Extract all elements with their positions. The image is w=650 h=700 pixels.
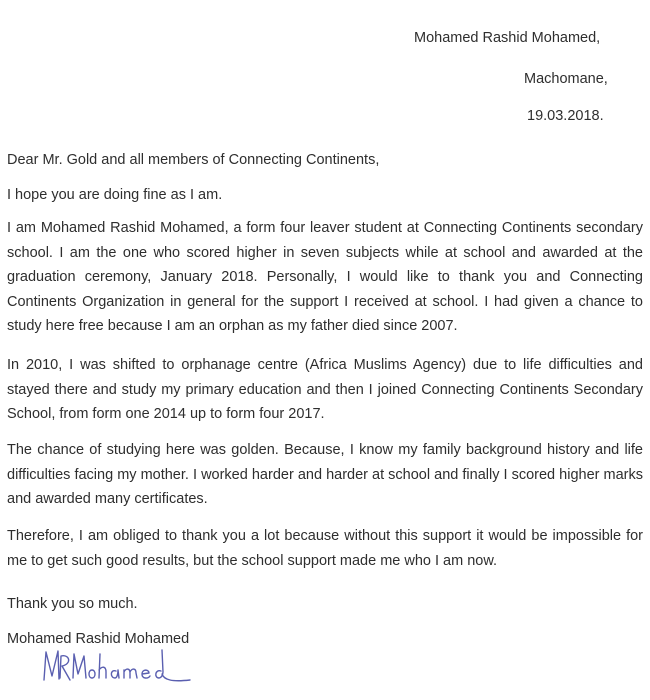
sender-name: Mohamed Rashid Mohamed, (414, 30, 601, 46)
signature-icon (40, 646, 200, 690)
body-paragraph-2: In 2010, I was shifted to orphanage centre (Africa Muslims Agency) due to life difficulties and stayed there and study my primary education and then I joined Connecting Continents Secondary School, from form one 2014 up to form four 2017. (7, 357, 643, 422)
body-paragraph-3: The chance of studying here was golden. Because, I know my family background history and life difficulties facing my mother. I worked harder and harder at school and finally I scored higher marks and awarded many certificates. (7, 442, 643, 507)
body-paragraph-4: Therefore, I am obliged to thank you a lot because without this support it would be impossible for me to get such good results, but the school support made me who I am now. (7, 528, 643, 569)
greeting: I hope you are doing fine as I am. (7, 187, 223, 203)
letter-date: 19.03.2018. (527, 108, 604, 124)
sender-place: Machomane, (524, 71, 608, 87)
closing: Thank you so much. (7, 596, 138, 612)
body-paragraph-1: I am Mohamed Rashid Mohamed, a form four leaver student at Connecting Continents secondary school. I am the one who scored higher in seven subjects while at school and awarded at the graduation ceremony, January 2018. Personally, I would like to thank you and Connecting Continents Organization in general for the support I received at school. I had given a chance to study here free because I am an orphan as my father died since 2007. (7, 220, 643, 334)
handwritten-signature (40, 646, 200, 690)
salutation: Dear Mr. Gold and all members of Connecting Continents, (7, 152, 380, 168)
signer-name: Mohamed Rashid Mohamed (7, 631, 190, 647)
